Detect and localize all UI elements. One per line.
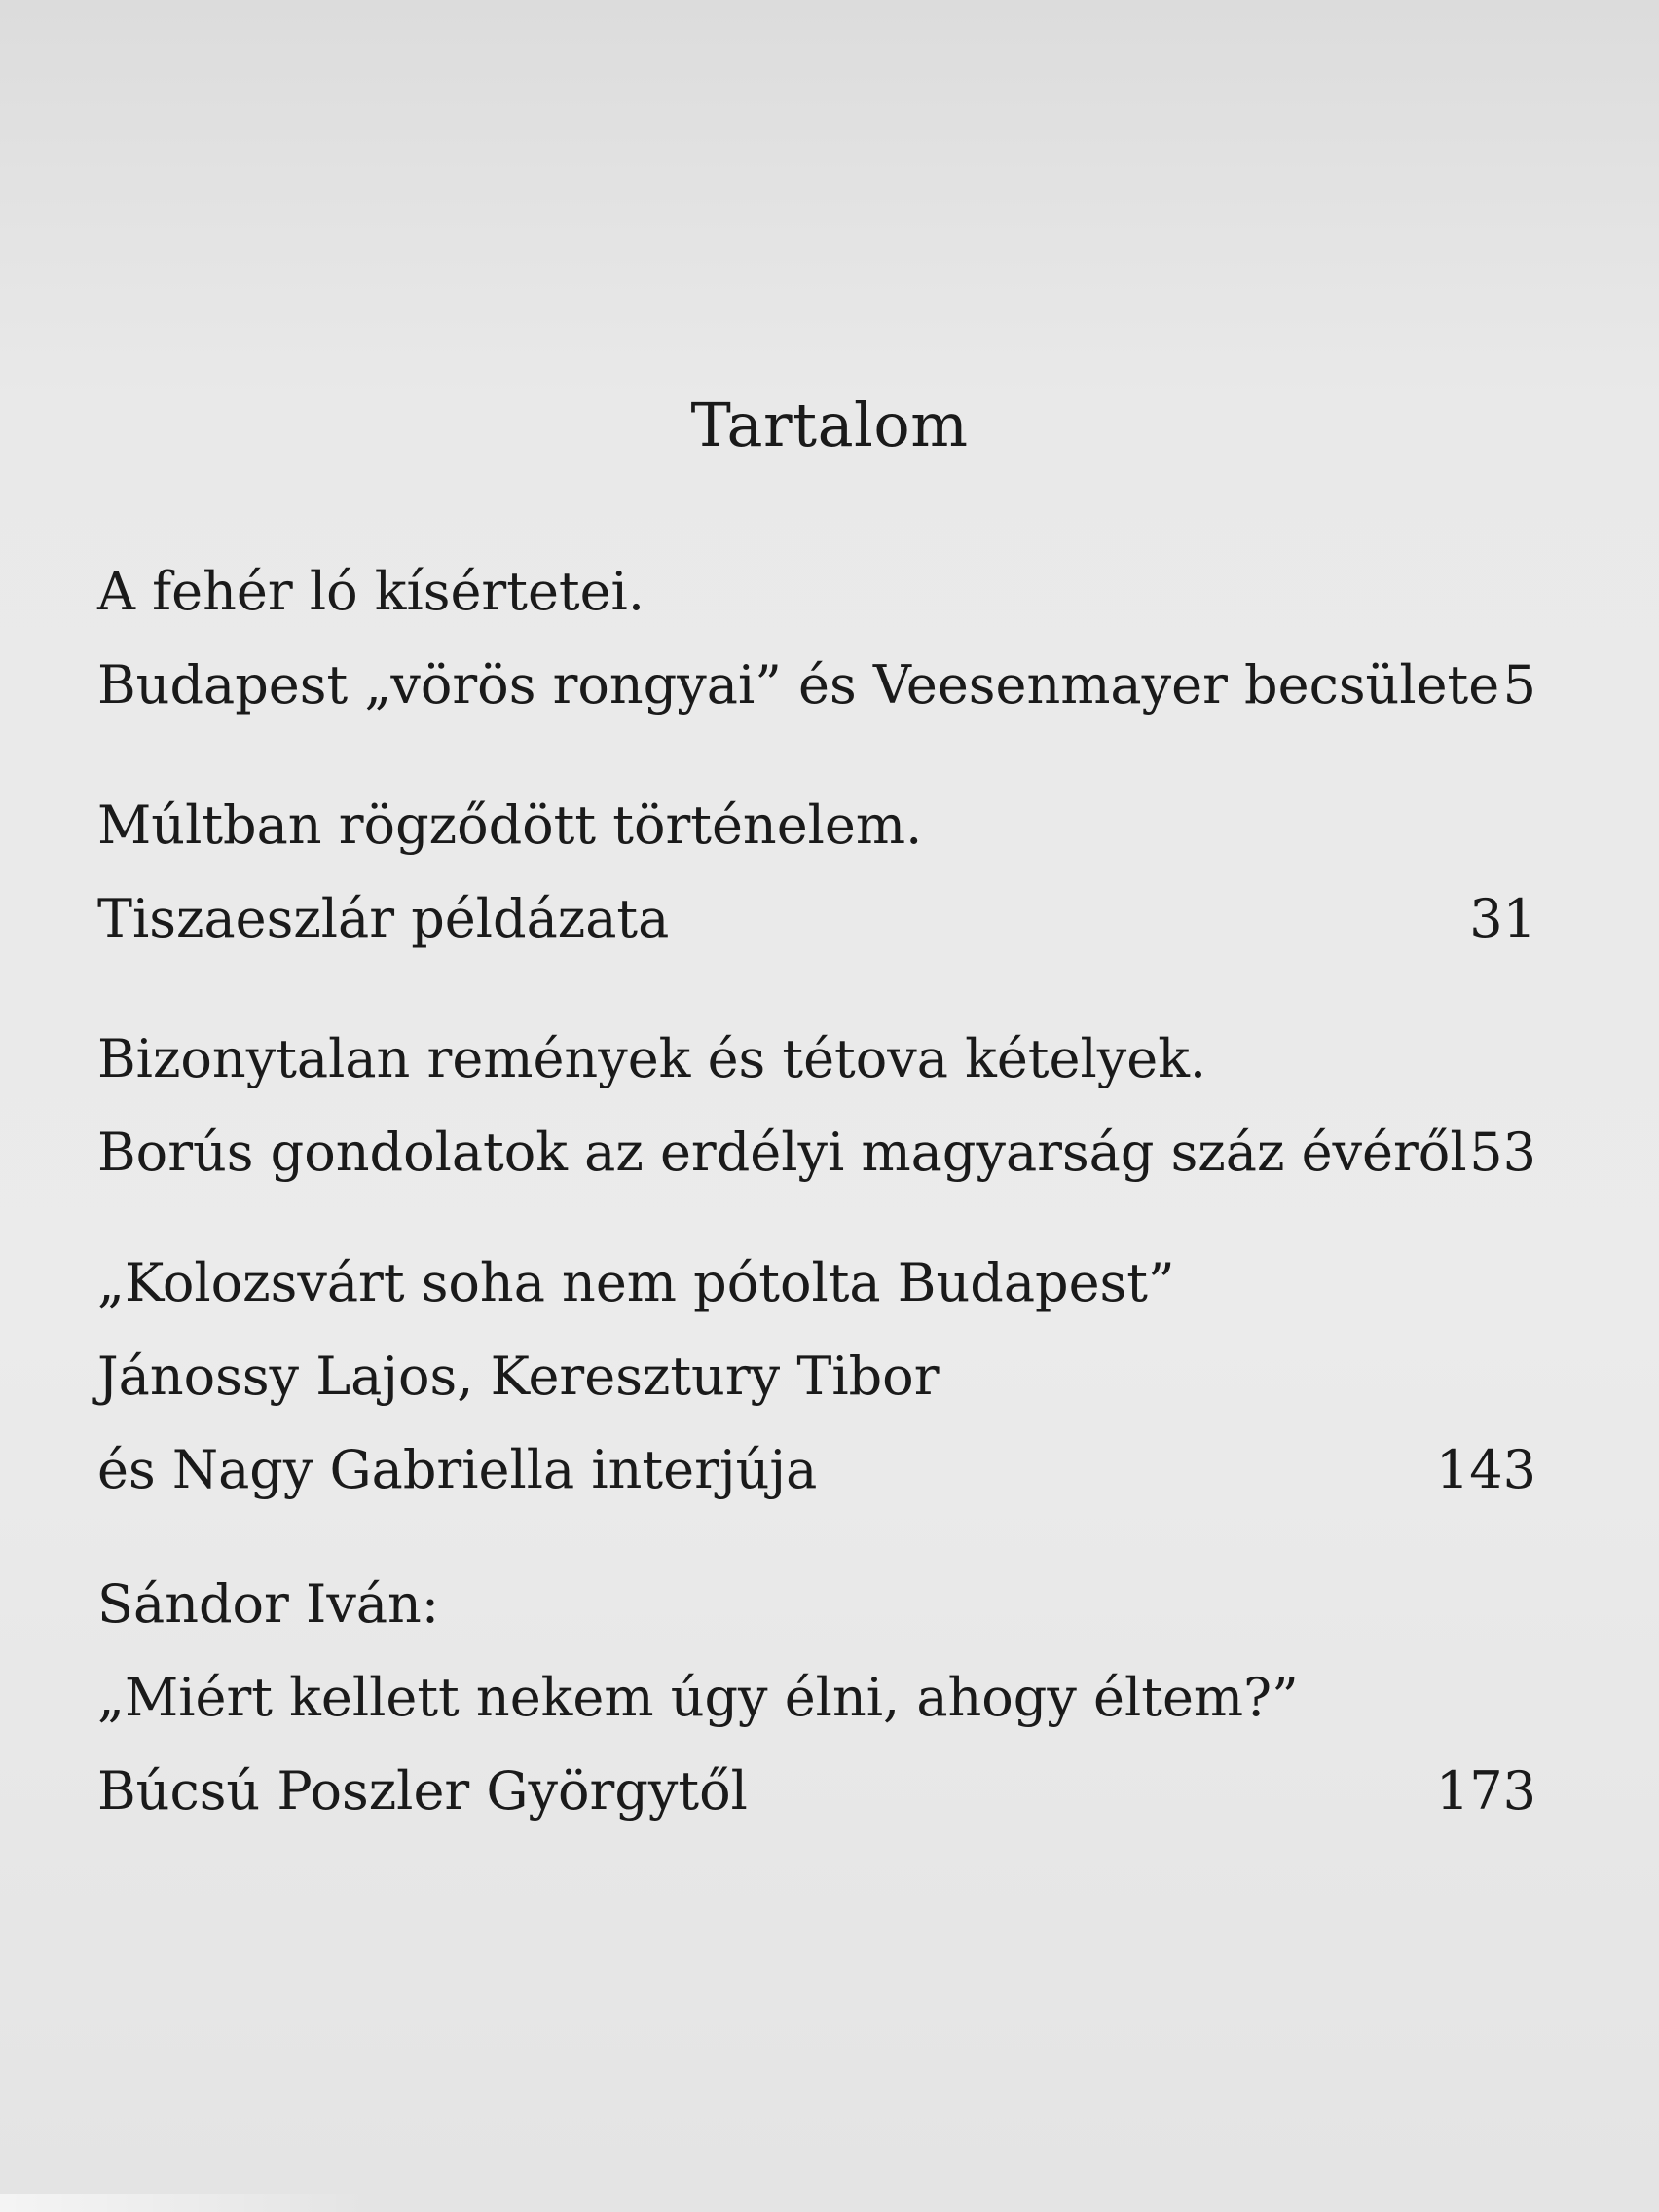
toc-entry [97,545,1536,732]
toc-page-number: 173 [1435,1760,1536,1822]
toc-entry-line: Sándor Iván: [97,1573,440,1635]
toc-entry-line: A fehér ló kísértetei. [97,561,645,622]
toc-entry-line: Budapest „vörös rongyai” és Veesenmayer becsülete [97,654,1500,716]
toc-page-number: 5 [1502,654,1536,716]
toc-entry-line: Tiszaeszlár példázata [97,888,670,949]
page-title: Tartalom [690,389,969,461]
toc-page-number: 31 [1469,888,1536,949]
toc-entry-line: „Miért kellett nekem úgy élni, ahogy éltem?” [97,1667,1299,1728]
toc-entry-line: Múltban rögződött történelem. [97,794,923,856]
toc-page-number: 143 [1435,1439,1536,1500]
toc-page-number: 53 [1469,1122,1536,1183]
toc-entry-line: Búcsú Poszler Györgytől [97,1760,748,1822]
toc-entry [97,1558,1536,1838]
toc-entry-line: Jánossy Lajos, Keresztury Tibor [97,1346,940,1407]
toc-entry-line: „Kolozsvárt soha nem pótolta Budapest” [97,1252,1175,1313]
toc-entry-line: és Nagy Gabriella interjúja [97,1439,818,1500]
watermark-strip [0,2194,370,2212]
toc-entry-line: Bizonytalan remények és tétova kételyek. [97,1028,1207,1089]
toc-entry [97,779,1536,966]
toc-entry [97,1013,1536,1199]
toc-entry-line: Borús gondolatok az erdélyi magyarság száz évéről [97,1122,1467,1183]
toc-entry [97,1236,1536,1517]
